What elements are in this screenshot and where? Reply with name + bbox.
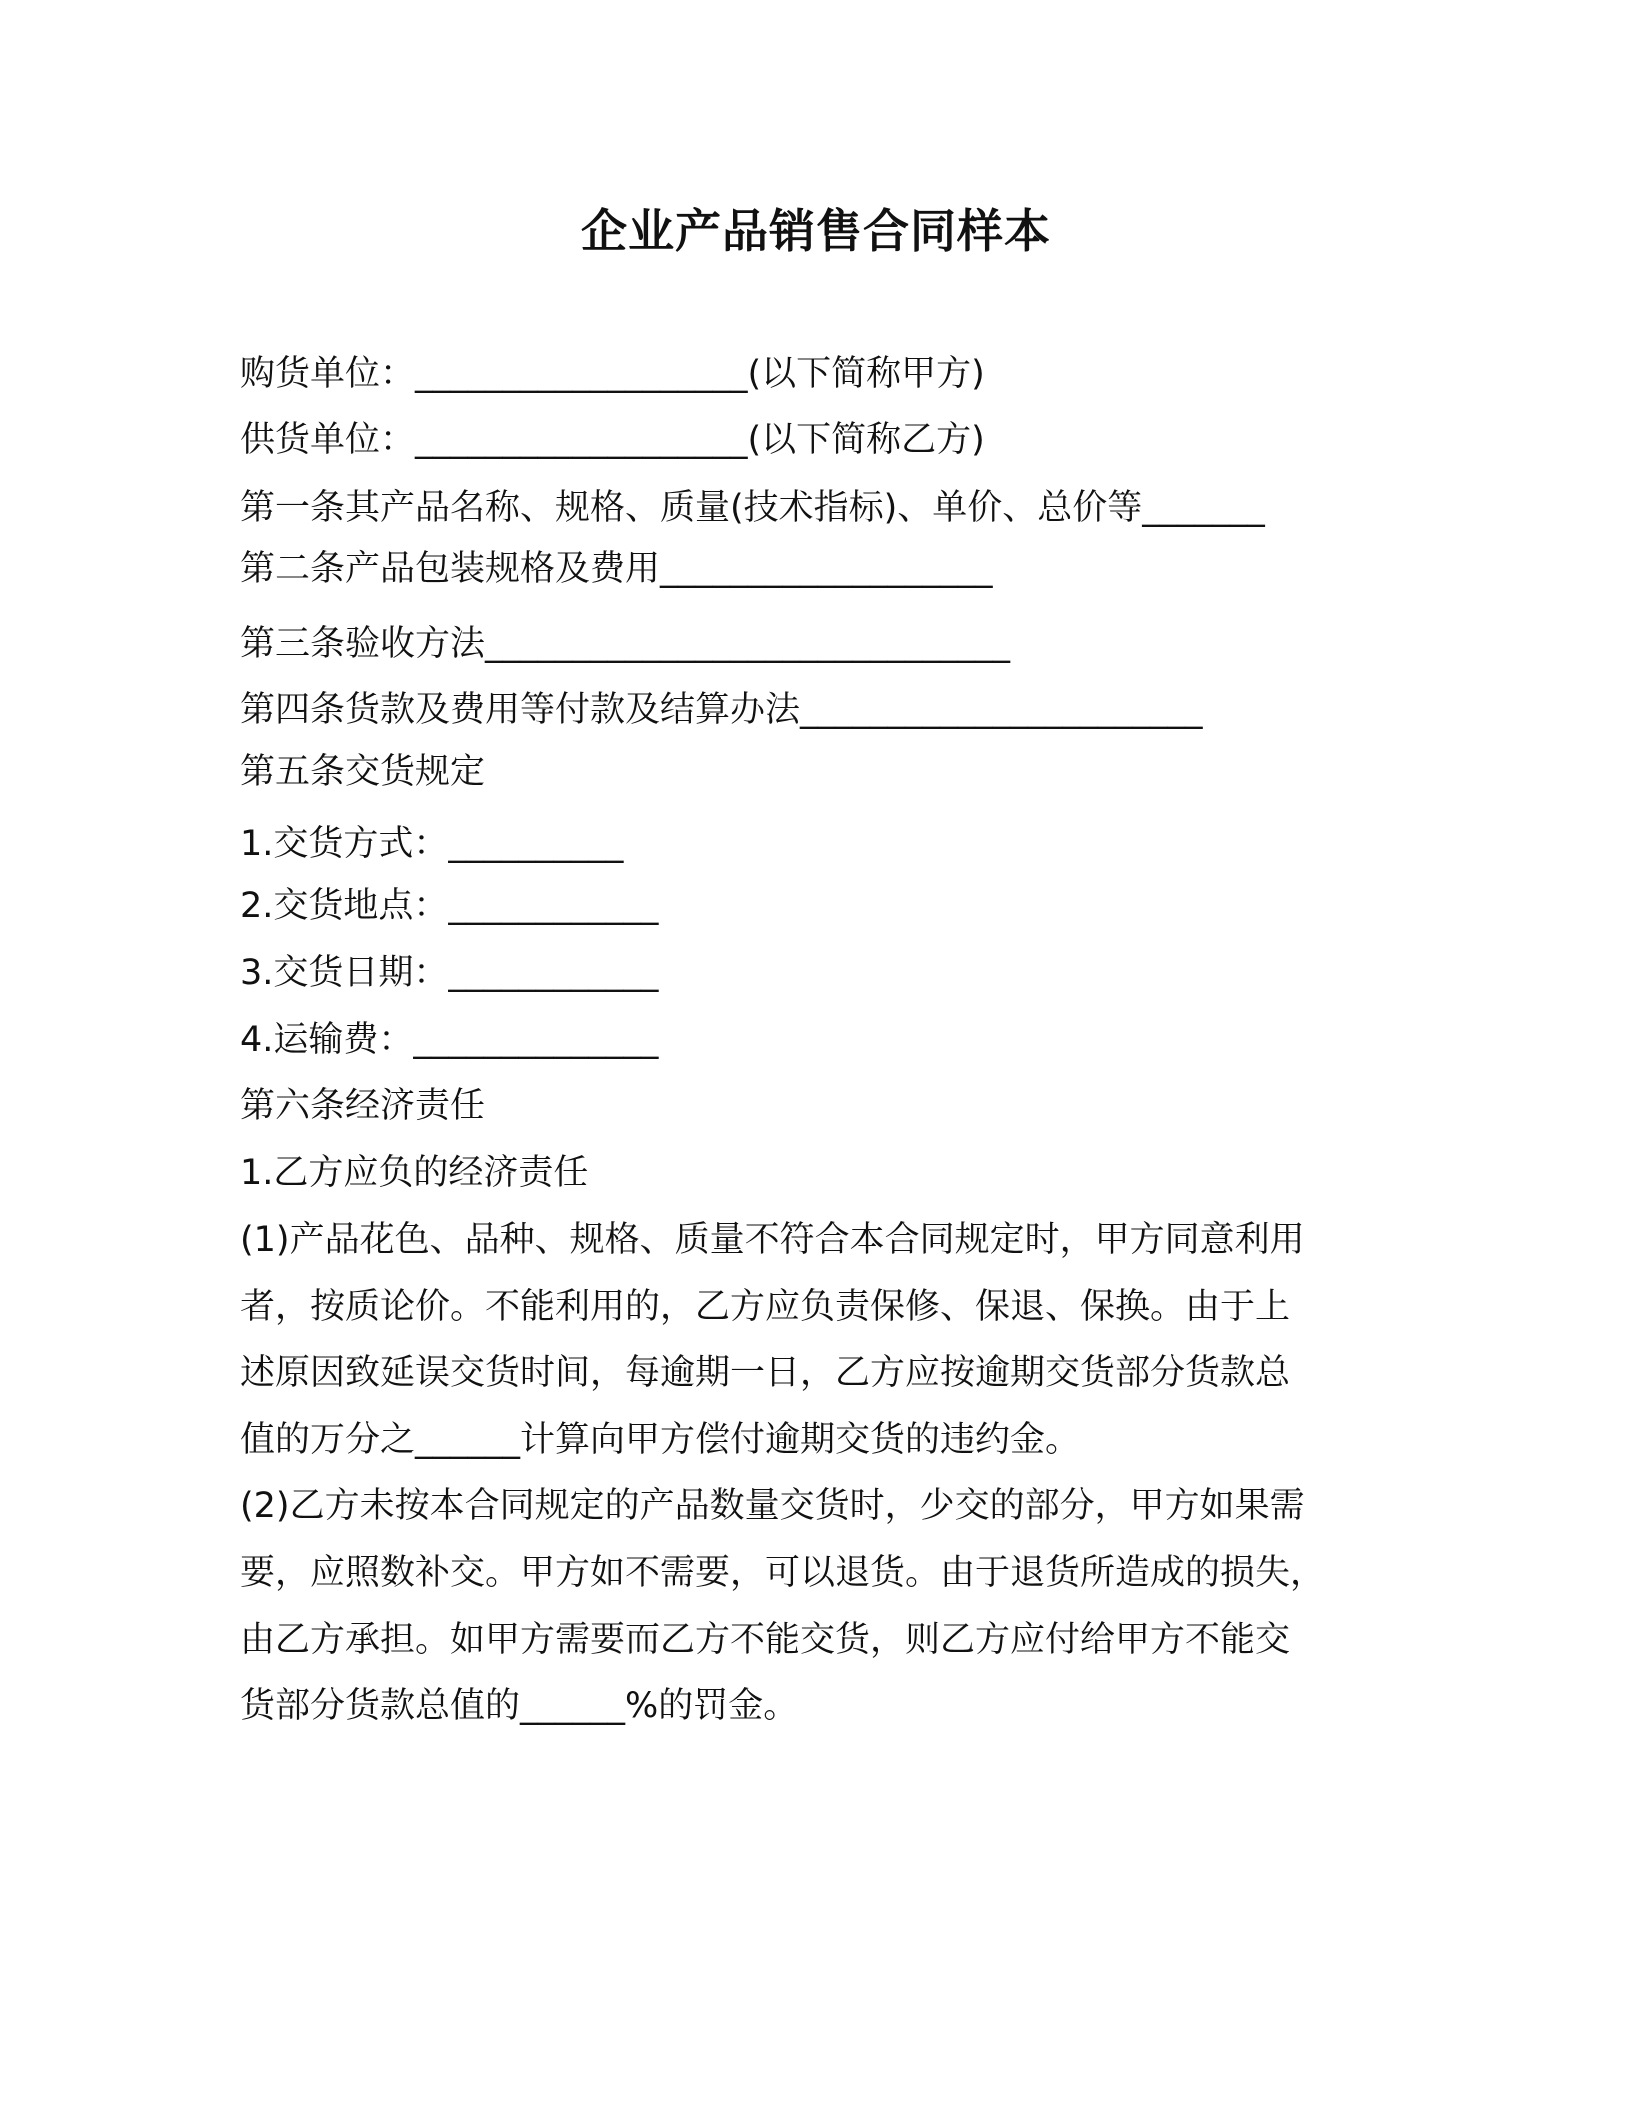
supplier-line: 供货单位：___________________(以下简称乙方)	[240, 420, 985, 460]
article-1: 第一条其产品名称、规格、质量(技术指标)、单价、总价等_______	[240, 488, 1265, 528]
clause-2-line-4: 货部分货款总值的______%的罚金。	[240, 1686, 799, 1726]
clause-1-line-1: (1)产品花色、品种、规格、质量不符合本合同规定时，甲方同意利用	[240, 1220, 1305, 1260]
clause-1-line-3: 述原因致延误交货时间，每逾期一日，乙方应按逾期交货部分货款总	[240, 1353, 1291, 1393]
article-6-heading: 第六条经济责任	[240, 1086, 486, 1126]
document-title: 企业产品销售合同样本	[581, 204, 1051, 258]
transport-fee: 4.运输费：______________	[240, 1020, 659, 1060]
clause-1-line-2: 者，按质论价。不能利用的，乙方应负责保修、保退、保换。由于上	[240, 1287, 1291, 1327]
clause-2-line-3: 由乙方承担。如甲方需要而乙方不能交货，则乙方应付给甲方不能交	[240, 1620, 1291, 1660]
clause-2-line-2: 要，应照数补交。甲方如不需要，可以退货。由于退货所造成的损失，	[240, 1553, 1326, 1593]
buyer-line: 购货单位：___________________(以下简称甲方)	[240, 354, 985, 394]
clause-1-line-4: 值的万分之______计算向甲方偿付逾期交货的违约金。	[240, 1420, 1081, 1460]
delivery-location: 2.交货地点：____________	[240, 886, 659, 926]
party-b-liability: 1.乙方应负的经济责任	[240, 1153, 589, 1193]
article-4: 第四条货款及费用等付款及结算办法_______________________	[240, 690, 1203, 730]
article-2: 第二条产品包装规格及费用___________________	[240, 549, 993, 589]
delivery-method: 1.交货方式：__________	[240, 824, 624, 864]
clause-2-line-1: (2)乙方未按本合同规定的产品数量交货时，少交的部分，甲方如果需	[240, 1486, 1305, 1526]
article-5-heading: 第五条交货规定	[240, 752, 486, 792]
article-3: 第三条验收方法______________________________	[240, 624, 1011, 664]
delivery-date: 3.交货日期：____________	[240, 953, 659, 993]
